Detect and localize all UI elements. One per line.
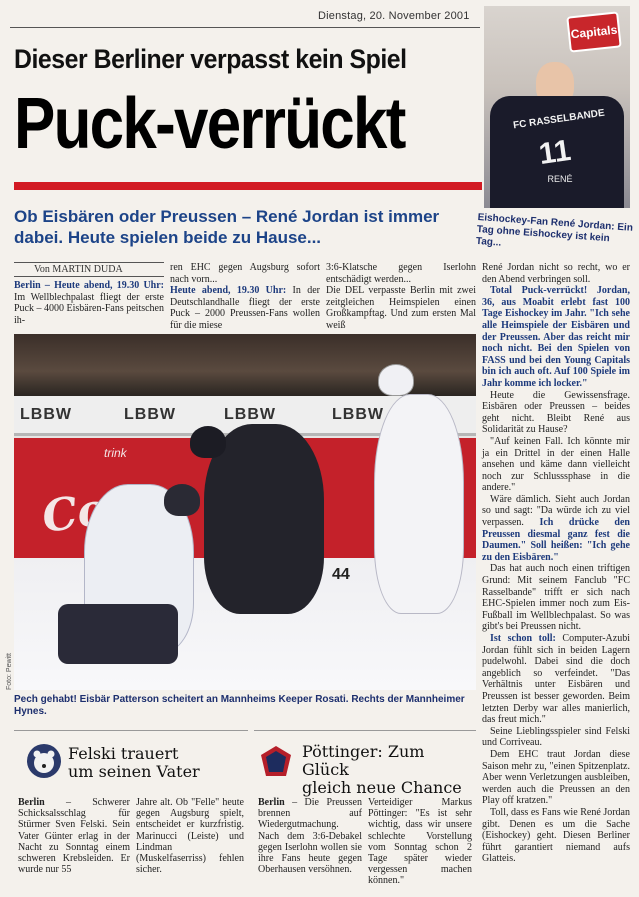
capitals-logo: Capitals <box>566 11 621 52</box>
article-column-3 <box>326 262 476 332</box>
player-helmet <box>190 426 226 458</box>
paragraph: Dem EHC traut Jordan diese Saison mehr zu, "einen Spitzenplatz. Aber wenn Verletzungen ausbleiben, werden auch die Preussen an den Play off kratzen." <box>482 748 630 807</box>
paragraph: Wäre dämlich. Sieht auch Jordan so und sagt: "Da würde ich zu viel verpassen. Ich drücke den Preussen diesmal ganz fest die Daumen." Soll heißen: "Ich gehe zu den Eisbären." <box>482 493 630 563</box>
paragraph: Toll, dass es Fans wie René Jordan gibt. Denen es um die Sache (Eishockey) geht. Diesen Berliner führt garantiert niemand aufs Glatteis. <box>482 806 630 865</box>
player-number: 44 <box>332 566 350 583</box>
fan-photo <box>484 6 630 208</box>
capitals-logo-icon <box>260 745 292 777</box>
goalie-helmet <box>164 484 200 516</box>
paragraph: Total Puck-verrückt! Jordan, 36, aus Moabit erlebt fast 100 Tage Eishockey im Jahr. "Ich sehe alle Heimspiele der Eisbären und der Preussen. Aber das reicht mir noch nicht. Bei den Spielen von FASS und bei den Young Capitals bin ich auch oft. Auf 100 Spiele im Jahr komme ich locker." <box>482 285 630 389</box>
subhead: Ob Eisbären oder Preussen – René Jordan ist immer dabei. Heute spielen beide zu Hause... <box>14 207 440 247</box>
column-text: In der Deutschlandhalle fliegt der erste Puck – 2000 Preussen-Fans wollen für die miese <box>170 285 320 331</box>
date-rule <box>10 27 480 28</box>
kicker: Dieser Berliner verpasst kein Spiel <box>14 44 407 74</box>
poettinger-column-2: Verteidiger Markus Pöttinger: "Es ist sehr wichtig, dass wir unsere schlechte Vorstellung vom Sonntag schon 2 Tage später wieder vergessen machen können." <box>368 797 472 887</box>
eisbaeren-bear-icon <box>26 743 62 779</box>
article-column-2 <box>170 262 320 332</box>
byline: Von MARTIN DUDA <box>14 262 164 277</box>
hockey-photo-caption: Pech gehabt! Eisbär Patterson scheitert an Mannheims Keeper Rosati. Rechts der Mannheimer Hynes. <box>14 694 465 717</box>
poettinger-column-1: Berlin – Die Preussen brennen auf Wiedergutmachung. Nach dem 3:6-Debakel gegen Iserlohn wollen sie ihre Fans heute gegen Oberhausen versöhnen. <box>258 797 362 876</box>
paragraph: Das hat auch noch einen triftigen Grund: Mit seinem Fanclub "FC Rasselbande" trifft er sich nach EHC-Spielen immer noch zum Eis-Fußball im Wellblechpalast. So was gibt's bei Preussen nicht. <box>482 563 630 633</box>
paragraph: René Jordan nicht so recht, wo er den Abend verbringen soll. <box>482 262 630 285</box>
column-text: ren EHC gegen Augsburg sofort nach vorn... <box>170 262 320 285</box>
goalie-pads <box>58 604 178 664</box>
photo-credit: Foto: Pewitt <box>6 653 13 690</box>
felski-box <box>14 730 248 890</box>
paragraph: Seine Lieblingsspieler sind Felski und Corriveau. <box>482 725 630 749</box>
drink-label: trink <box>104 446 127 460</box>
paragraph: Ist schon toll: Computer-Azubi Jordan fühlt sich in beiden Lagern pudelwohl. Dabei sind die doch angeblich so verfeindet. "Das Verhältnis unter Eisbären und Preussen ist besser geworden. Beim letzten Derby war alles manierlich, das freut mich." <box>482 633 630 726</box>
poettinger-box <box>254 730 476 890</box>
column-text: 3:6-Klatsche gegen Iserlohn entschädigt werden... <box>326 262 476 285</box>
poettinger-title: Pöttinger: Zum Glück gleich neue Chance <box>302 742 462 797</box>
jersey-club: FC RASSELBANDE <box>512 107 606 132</box>
felski-title: Felski trauert um seinen Vater <box>68 744 200 781</box>
paragraph: Heute die Gewissensfrage. Eisbären oder Preussen – beides geht nicht. Bleibt René aus Solidarität zu Hause? <box>482 389 630 436</box>
felski-column-2: Jahre alt. Ob "Felle" heute gegen Augsburg spielt, entscheidet er kurzfristig. Marinucci (Leiste) und Lindman (Muskelfaserriss) fehlen sicher. <box>136 797 244 876</box>
article-column-4 <box>482 262 630 865</box>
ad-board: LBBW <box>124 406 176 423</box>
jersey-number: 11 <box>536 133 573 172</box>
ad-board: LBBW <box>332 406 384 423</box>
headline-red-bar <box>14 182 482 190</box>
headline: Puck-verrückt <box>14 84 405 164</box>
column-text: Im Wellblechpalast fliegt der erste Puck – 4000 Eisbären-Fans peitschen ih- <box>14 291 164 326</box>
column-lead: Heute abend, 19.30 Uhr: <box>170 285 287 297</box>
ad-board: LBBW <box>224 406 276 423</box>
mannheim-helmet <box>378 364 414 396</box>
fan-photo-caption: Eishockey-Fan René Jordan: Ein Tag ohne Eishockey ist kein Tag... <box>475 212 634 249</box>
dateline-lead: Berlin – Heute abend, 19.30 Uhr: <box>14 280 164 291</box>
column-text: Die DEL verpasste Berlin mit zwei zeitgleichen Heimspielen einen Großkampftag. Und zum ersten Mal weiß <box>326 285 476 331</box>
hockey-photo <box>14 334 476 690</box>
article-column-1 <box>14 280 164 326</box>
jersey-name: RENÉ <box>547 174 573 184</box>
ad-board: LBBW <box>20 406 72 423</box>
dateline: Dienstag, 20. November 2001 <box>318 10 470 22</box>
paragraph: "Auf keinen Fall. Ich könnte mir ja ein Drittel in der einen Halle ansehen und käme dann vielleicht noch zur Schlusssphase in die andere." <box>482 435 630 494</box>
felski-column-1: Berlin – Schwerer Schicksalsschlag für Stürmer Sven Felski. Sein Vater Günter erlag in der Nacht zu Sonntag einem schweren Krebsleiden. Er wurde nur 55 <box>18 797 130 876</box>
mannheim-player <box>374 394 464 614</box>
